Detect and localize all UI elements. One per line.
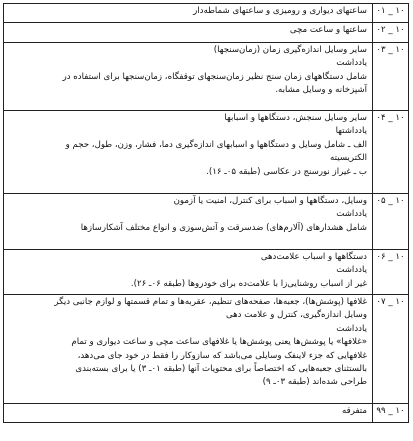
description-line: متفرقه bbox=[341, 406, 367, 416]
class-code: ۹۹ _ ۱۰ bbox=[373, 404, 409, 423]
class-description bbox=[4, 43, 373, 111]
description-line: یادداشت bbox=[336, 265, 367, 276]
description-line: طراحی شده‌اند (طبقه ۰۳ـ ۹) bbox=[262, 377, 367, 388]
class-description bbox=[4, 194, 373, 250]
description-line: «غلافها» یا پوشش‌ها یعنی پوشش‌ها یا غلافهای ساعت مچی و ساعت دیواری و تمام bbox=[71, 337, 367, 348]
class-code: ۰۵ _ ۱۰ bbox=[373, 194, 409, 250]
class-description bbox=[4, 4, 373, 23]
description-line: یادداشتها bbox=[335, 126, 367, 137]
description-line: ب ـ غیراز نورسنج در عکاسی (طبقه ۰۵ـ ۱۶). bbox=[206, 166, 367, 177]
table-row bbox=[4, 404, 409, 423]
description-line: غیر از اسباب روشنایی‌زا با علامت‌ده برای خودروها (طبقه ۰۶ـ ۲۶). bbox=[130, 278, 367, 289]
description-line: الکتریسیته bbox=[330, 153, 367, 164]
description-line: ساعتهای دیواری و رومیزی و ساعتهای شماطه‌دار bbox=[193, 6, 367, 16]
table-row bbox=[4, 250, 409, 295]
description-line: وسایل اندازه‌گیری، کنترل و علامت دهی bbox=[225, 310, 367, 321]
description-line: غلافهایی که جزء لاینفک وسایلی می‌باشد که سازوکار را فقط در خود جای می‌دهد، bbox=[77, 350, 367, 361]
table-row bbox=[4, 4, 409, 23]
class-code: ۰۱ _ ۱۰ bbox=[373, 4, 409, 23]
description-line: یادداشت bbox=[336, 58, 367, 69]
description-line: شامل هشدارهای (آلارم‌های) ضدسرقت و آتش‌سوزی و انواع مختلف آشکارسازها bbox=[80, 222, 367, 233]
classification-table bbox=[3, 3, 409, 423]
description-line: شامل دستگاههای زمان سنج نظیر زمان‌سنجهای توقفگاه، زمان‌سنجها برای استفاده در bbox=[62, 71, 367, 82]
class-code: ۰۶ _ ۱۰ bbox=[373, 250, 409, 295]
description-line: آشپزخانه و وسایل مشابه. bbox=[275, 85, 367, 96]
class-code: ۰۳ _ ۱۰ bbox=[373, 43, 409, 111]
class-description bbox=[4, 111, 373, 194]
description-line: سایر وسایل اندازه‌گیری زمان (زمان‌سنجها) bbox=[213, 45, 367, 55]
class-description bbox=[4, 404, 373, 423]
class-description bbox=[4, 23, 373, 43]
table-row bbox=[4, 23, 409, 43]
class-description bbox=[4, 295, 373, 404]
classification-table-body bbox=[4, 4, 409, 423]
table-row bbox=[4, 43, 409, 111]
class-description bbox=[4, 250, 373, 295]
description-line: وسایل، دستگاهها و اسباب برای کنترل، امنیت یا آزمون bbox=[173, 196, 367, 206]
table-row bbox=[4, 111, 409, 194]
description-line: یادداشت bbox=[336, 209, 367, 220]
description-line: سایر وسایل سنجش، دستگاهها و اسبابها bbox=[224, 113, 367, 123]
description-line: ساعتها و ساعت مچی bbox=[289, 25, 367, 35]
description-line: دستگاهها و اسباب علامت‌دهی bbox=[260, 252, 367, 262]
description-line: یادداشت bbox=[336, 323, 367, 334]
table-row bbox=[4, 194, 409, 250]
table-row bbox=[4, 295, 409, 404]
class-code: ۰۲ _ ۱۰ bbox=[373, 23, 409, 43]
description-line: غلافها (پوشش‌ها)، جعبه‌ها، صفحه‌های تنظیم، عقربه‌ها و تمام قسمتها و لوازم جانبی دیگر bbox=[54, 297, 367, 307]
class-code: ۰۷ _ ۱۰ bbox=[373, 295, 409, 404]
class-code: ۰۴ _ ۱۰ bbox=[373, 111, 409, 194]
description-line: الف ـ شامل وسایل و دستگاهها و اسبابهای اندازه‌گیری دما، فشار، وزن، طول، حجم و bbox=[65, 139, 367, 150]
description-line: بالستثنای جعبه‌هایی که اختصاصاً برای محتویات آنها (طبقه ۰۱ـ ۳) یا برای بسته‌بندی bbox=[75, 364, 367, 375]
